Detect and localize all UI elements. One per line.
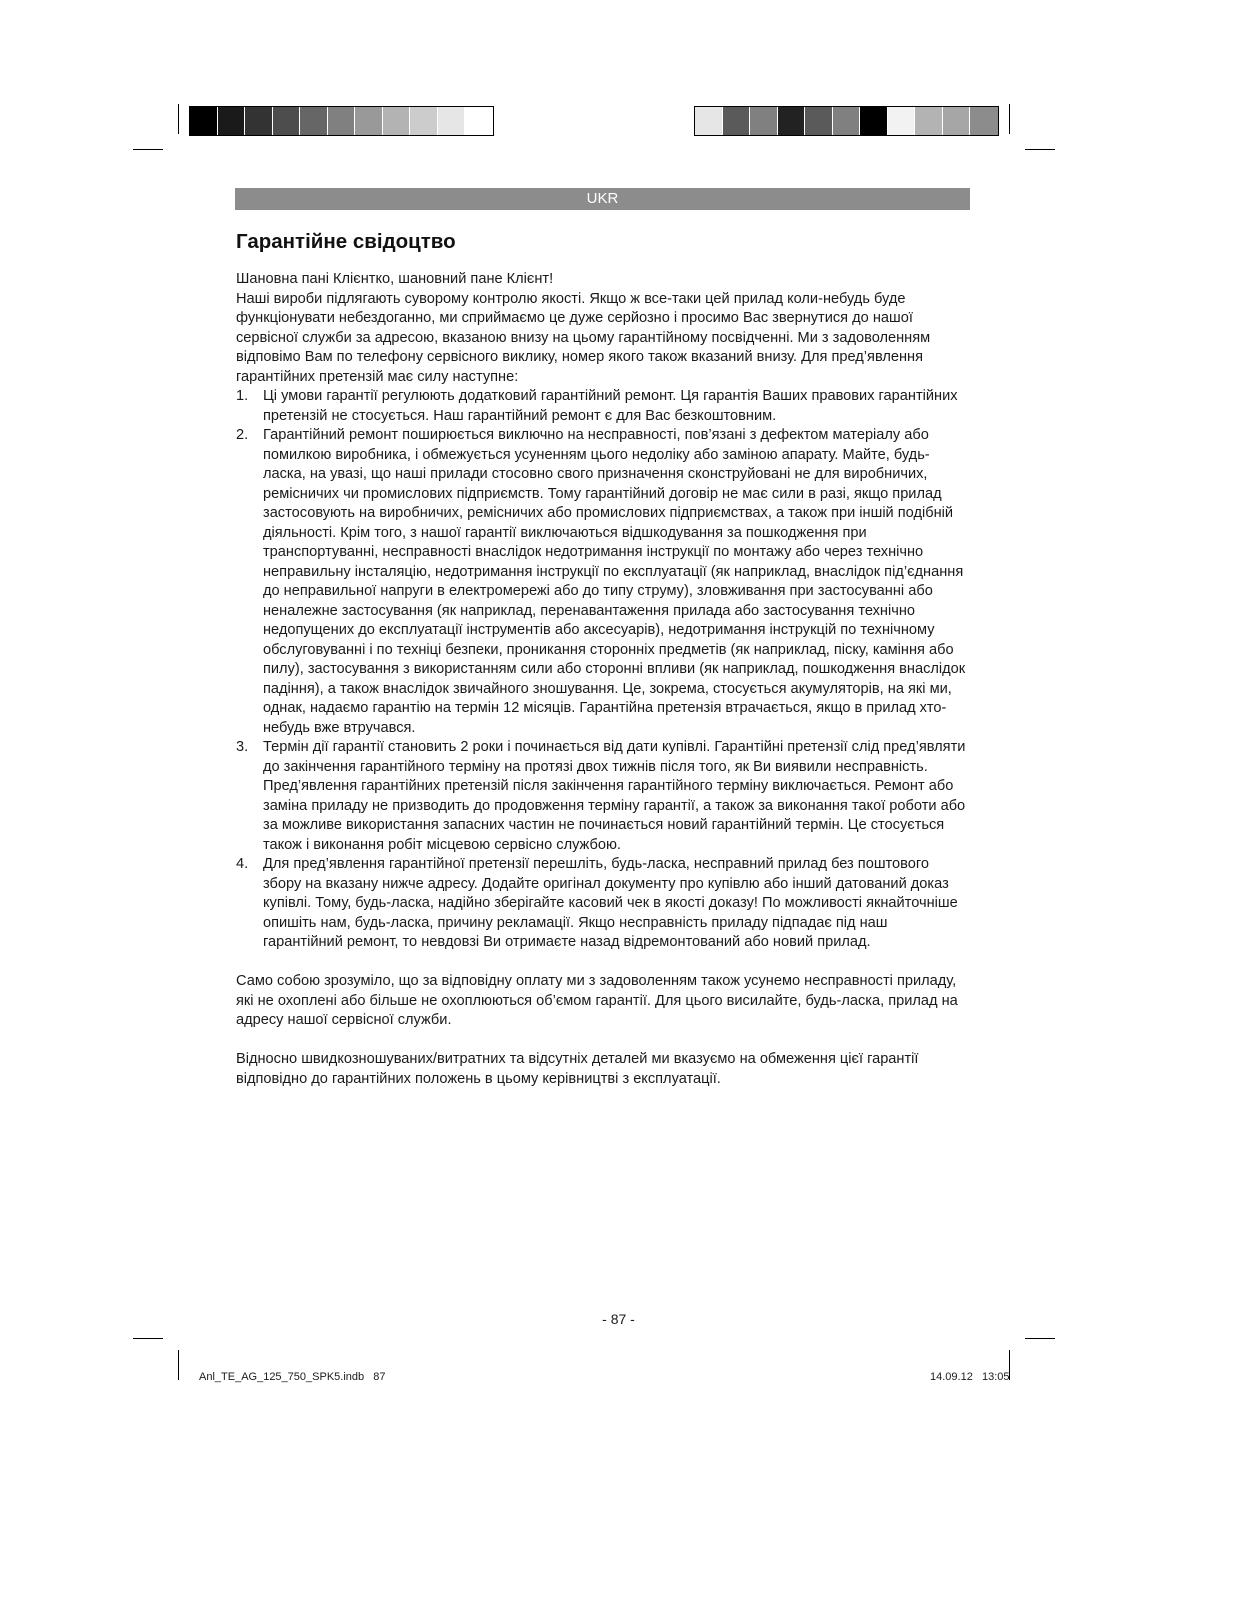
color-swatch: [970, 107, 998, 135]
crop-mark-top-right-h: [1025, 149, 1055, 150]
item-number: 3.: [236, 739, 249, 755]
crop-mark-top-right-v: [1009, 104, 1010, 134]
crop-mark-top-left-h: [133, 149, 163, 150]
item-number: 2.: [236, 427, 249, 443]
language-tag-bar: [235, 188, 970, 210]
color-swatch: [300, 107, 328, 135]
color-swatch: [943, 107, 971, 135]
page-number: - 87 -: [602, 1311, 635, 1327]
item-text: Термін дії гарантії становить 2 роки і починається від дати купівлі. Гарантійні претензії слід пред’являти до закінчення гарантійного терміну на протязі двох тижнів після того, як Ви виявили несправність. Пред’явлення гарантійних претензій після закінчення гарантійного терміну виключається. Ремонт або заміна приладу не призводить до продовження терміну гарантії, а також за виконання такої роботи або за можливе використання запасних частин не починається новий гарантійний термін. Це стосується також і виконання робіт місцевою сервісно службою.: [263, 739, 966, 853]
wear-parts-paragraph: Відносно швидкозношуваних/витратних та відсутніх деталей ми вказуємо на обмеження цієї гарантії відповідно до гарантійних положень в цьому керівництві з експлуатації.: [236, 1051, 919, 1087]
warranty-body: [236, 270, 968, 1089]
color-swatch: [273, 107, 301, 135]
color-swatch: [190, 107, 218, 135]
color-calibration-strip-left: [189, 106, 494, 136]
color-swatch: [383, 107, 411, 135]
color-swatch: [778, 107, 806, 135]
crop-mark-bottom-left-v: [178, 1350, 179, 1380]
list-item: [236, 426, 968, 738]
color-swatch: [860, 107, 888, 135]
intro-paragraph: Наші вироби підлягають суворому контролю якості. Якщо ж все-таки цей прилад коли-небудь буде функціонувати небездоганно, ми сприймаємо це дуже серйозно і просимо Вас звернутися до нашої сервісної служби за адресою, вказаною внизу на цьому гарантійному посвідченні. Ми з задоволенням відповімо Вам по телефону сервісного виклику, номер якого також вказаний внизу. Для пред’явлення гарантійних претензій має силу наступне:: [236, 290, 931, 385]
color-swatch: [465, 107, 493, 135]
warranty-conditions-list: [236, 387, 968, 953]
color-swatch: [833, 107, 861, 135]
greeting: Шановна пані Клієнтко, шановний пане Клієнт!: [236, 271, 554, 287]
footer-file-name: Anl_TE_AG_125_750_SPK5.indb 87: [199, 1371, 386, 1383]
paid-repair-paragraph: Само собою зрозуміло, що за відповідну оплату ми з задоволенням також усунемо несправності приладу, які не охоплені або більше не охоплюються об’ємом гарантії. Для цього висилайте, будь-ласка, прилад на адресу нашої сервісної служби.: [236, 973, 958, 1028]
color-swatch: [915, 107, 943, 135]
color-swatch: [695, 107, 723, 135]
crop-mark-top-left-v: [178, 104, 179, 134]
color-swatch: [410, 107, 438, 135]
item-text: Гарантійний ремонт поширюється виключно на несправності, пов’язані з дефектом матеріалу або помилкою виробника, і обмежується усуненням цього недоліку або заміною апарату. Майте, будь-ласка, на увазі, що наші прилади стосовно свого призначення сконструйовані не для виробничих, ремісничих чи промислових підприємств. Тому гарантійний договір не має сили в разі, якщо прилад застосовують на виробничих, ремісничих або промислових підприємствах, а також при іншій подібній діяльності. Крім того, з нашої гарантії виключаються відшкодування за пошкодження при транспортуванні, несправності внаслідок недотримання інструкції по монтажу або через технічно неправильну інсталяцію, недотримання інструкції по експлуатації (як наприклад, внаслідок під’єднання до неправильної напруги в електромережі або до типу струму), зловживання при застосуванні або неналежне застосування (як наприклад, перенавантаження прилада або застосування технічно недопущених до експлуатації інструментів або аксесуарів), недотримання інструкцій по технічному обслуговуванні і по техніці безпеки, проникання сторонніх предметів (як наприклад, піску, каміння або пилу), застосування з використанням сили або сторонні впливи (як наприклад, пошкодження внаслідок падіння), а також внаслідок звичайного зношування. Це, зокрема, стосується акумуляторів, на які ми, однак, надаємо гарантію на термін 12 місяців. Гарантійна претензія втрачається, якщо в прилад хто-небудь вже втручався.: [263, 427, 966, 736]
color-swatch: [328, 107, 356, 135]
color-calibration-strip-right: [694, 106, 999, 136]
color-swatch: [218, 107, 246, 135]
language-tag: UKR: [586, 190, 619, 207]
list-item: [236, 387, 968, 426]
color-swatch: [245, 107, 273, 135]
item-number: 1.: [236, 388, 249, 404]
list-item: [236, 855, 968, 953]
crop-mark-bottom-left-h: [133, 1338, 163, 1339]
color-swatch: [355, 107, 383, 135]
item-text: Ці умови гарантії регулюють додатковий гарантійний ремонт. Ця гарантія Ваших правових гарантійних претензій не стосується. Наш гарантійний ремонт є для Вас безкоштовним.: [263, 388, 958, 424]
color-swatch: [438, 107, 466, 135]
color-swatch: [805, 107, 833, 135]
item-text: Для пред’явлення гарантійної претензії перешліть, будь-ласка, несправний прилад без поштового збору на вказану нижче адресу. Додайте оригінал документу про купівлю або інший датований доказ купівлі. Тому, будь-ласка, надійно зберігайте касовий чек в якості доказу! По можливості якнайточніше опишіть нам, будь-ласка, причину рекламації. Якщо несправність приладу підпадає під наш гарантійний ремонт, то невдовзі Ви отримаєте назад відремонтований або новий прилад.: [263, 856, 958, 950]
crop-mark-bottom-right-h: [1025, 1338, 1055, 1339]
item-number: 4.: [236, 856, 249, 872]
list-item: [236, 738, 968, 855]
page-title: Гарантійне свідоцтво: [236, 230, 456, 253]
color-swatch: [888, 107, 916, 135]
color-swatch: [723, 107, 751, 135]
color-swatch: [750, 107, 778, 135]
footer-datetime: 14.09.12 13:05: [930, 1371, 1010, 1383]
